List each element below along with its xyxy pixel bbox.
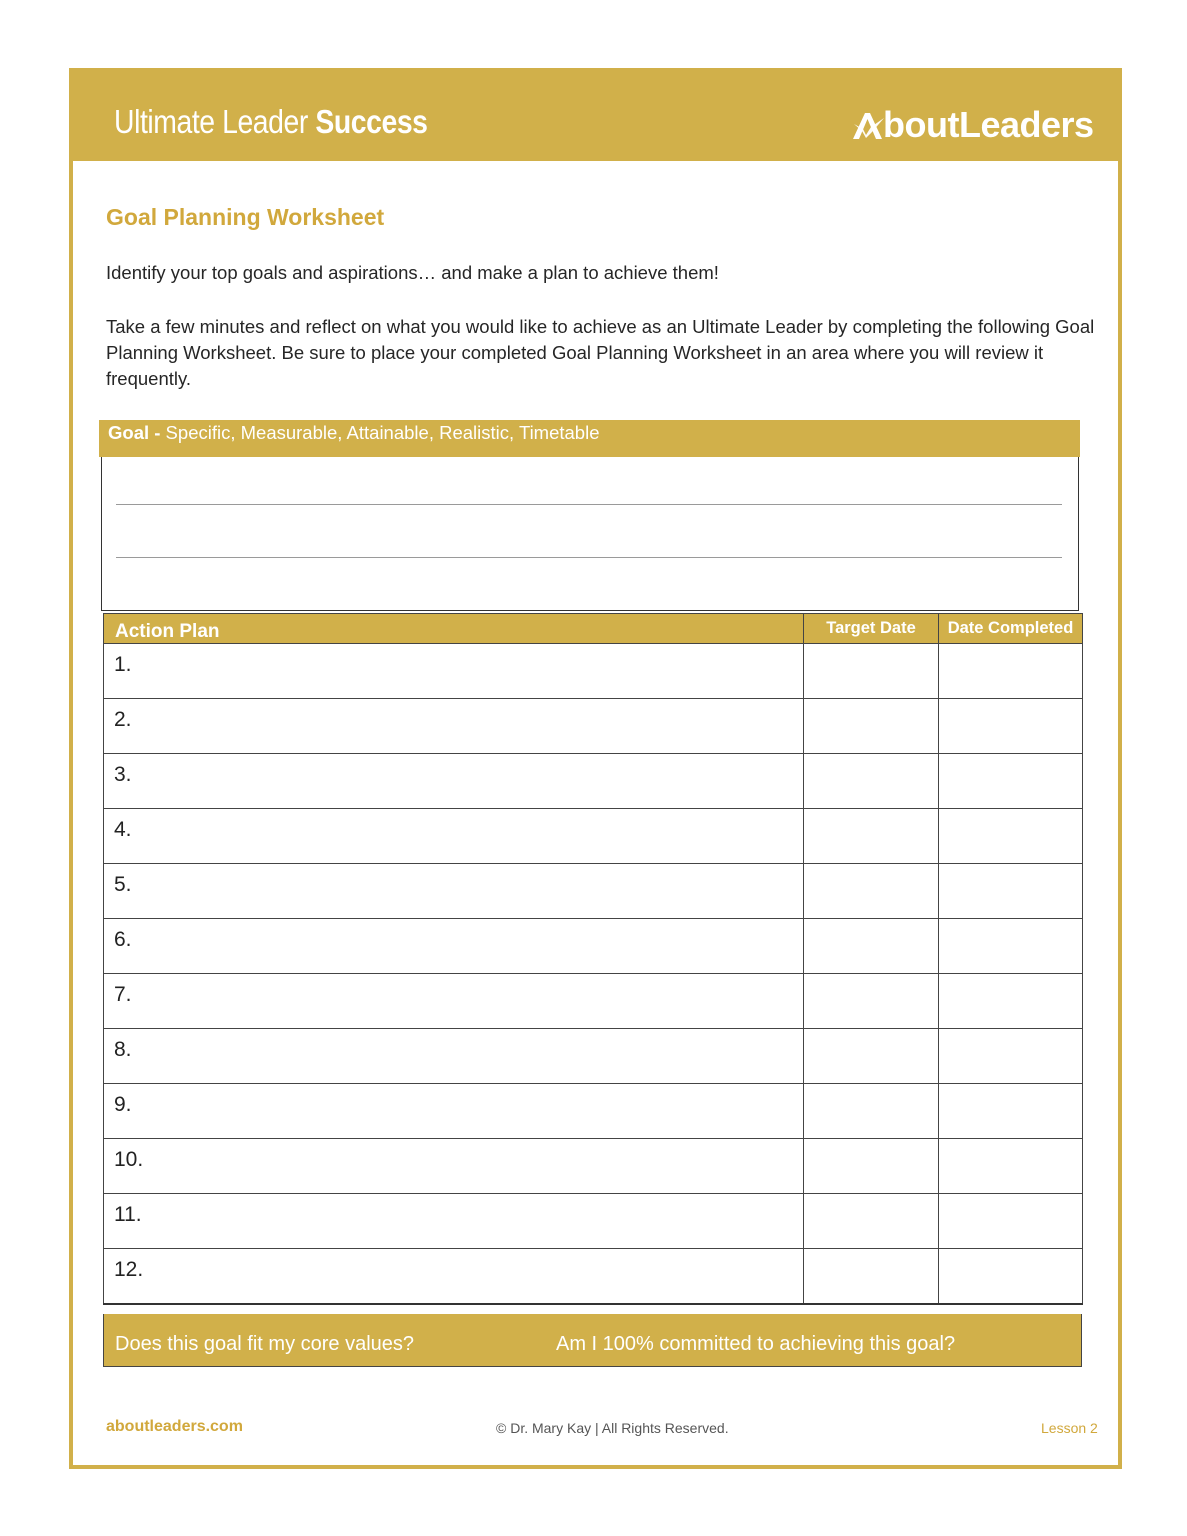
date-completed-cell[interactable] (939, 1139, 1083, 1194)
page-title: Goal Planning Worksheet (106, 204, 385, 230)
target-date-cell[interactable] (804, 1139, 939, 1194)
action-step-cell[interactable]: 8. (104, 1029, 804, 1084)
logo-mark-icon (851, 110, 885, 140)
goal-writing-line (116, 504, 1062, 505)
footer-lesson: Lesson 2 (1041, 1420, 1098, 1436)
date-completed-cell[interactable] (939, 1084, 1083, 1139)
date-completed-cell[interactable] (939, 699, 1083, 754)
footer-copyright: © Dr. Mary Kay | All Rights Reserved. (496, 1420, 729, 1436)
goal-criteria: Specific, Measurable, Attainable, Realistic, Timetable (160, 422, 600, 443)
table-row (104, 919, 1083, 974)
target-date-cell[interactable] (804, 1029, 939, 1084)
table-row (104, 644, 1083, 699)
date-completed-cell[interactable] (939, 644, 1083, 699)
goal-entry-box[interactable] (101, 457, 1079, 611)
brand-title-thin: Ultimate Leader (114, 103, 308, 140)
target-date-cell[interactable] (804, 644, 939, 699)
action-plan-table (103, 613, 1083, 1305)
column-header-date-completed: Date Completed (939, 614, 1083, 644)
target-date-cell[interactable] (804, 809, 939, 864)
table-row (104, 864, 1083, 919)
target-date-cell[interactable] (804, 1194, 939, 1249)
goal-writing-line (116, 557, 1062, 558)
action-step-cell[interactable]: 2. (104, 699, 804, 754)
target-date-cell[interactable] (804, 919, 939, 974)
table-row (104, 1084, 1083, 1139)
brand-title-bold: Success (315, 103, 428, 140)
table-row (104, 1139, 1083, 1194)
table-row (104, 1194, 1083, 1249)
footer-website: aboutleaders.com (106, 1418, 243, 1435)
date-completed-cell[interactable] (939, 919, 1083, 974)
table-header-row (104, 614, 1083, 644)
action-step-cell[interactable]: 5. (104, 864, 804, 919)
table-row (104, 1029, 1083, 1084)
date-completed-cell[interactable] (939, 1249, 1083, 1305)
brand-title (114, 103, 428, 141)
table-row (104, 809, 1083, 864)
action-step-cell[interactable]: 7. (104, 974, 804, 1029)
action-step-cell[interactable]: 6. (104, 919, 804, 974)
date-completed-cell[interactable] (939, 754, 1083, 809)
date-completed-cell[interactable] (939, 1029, 1083, 1084)
date-completed-cell[interactable] (939, 809, 1083, 864)
core-values-question: Does this goal fit my core values? (115, 1333, 415, 1355)
target-date-cell[interactable] (804, 699, 939, 754)
logo-text: boutLeaders (883, 104, 1094, 145)
column-header-action-plan: Action Plan (104, 614, 804, 644)
action-step-cell[interactable]: 9. (104, 1084, 804, 1139)
aboutleaders-logo (851, 103, 1094, 147)
date-completed-cell[interactable] (939, 1194, 1083, 1249)
table-row (104, 974, 1083, 1029)
table-row (104, 699, 1083, 754)
target-date-cell[interactable] (804, 1084, 939, 1139)
action-step-cell[interactable]: 3. (104, 754, 804, 809)
intro-text: Identify your top goals and aspirations… and make a plan to achieve them! (106, 262, 719, 283)
action-step-cell[interactable]: 1. (104, 644, 804, 699)
instructions-paragraph: Take a few minutes and reflect on what you would like to achieve as an Ultimate Leader by completing the following Goal Planning Worksheet. Be sure to place your completed Goal Planning Worksheet in an area where you will review it frequently. (106, 316, 1095, 389)
action-step-cell[interactable]: 11. (104, 1194, 804, 1249)
goal-label: Goal - (108, 422, 161, 443)
commitment-questions-band (103, 1314, 1082, 1367)
table-row (104, 754, 1083, 809)
target-date-cell[interactable] (804, 864, 939, 919)
action-step-cell[interactable]: 10. (104, 1139, 804, 1194)
date-completed-cell[interactable] (939, 974, 1083, 1029)
action-step-cell[interactable]: 4. (104, 809, 804, 864)
goal-header (99, 420, 1080, 457)
column-header-target-date: Target Date (804, 614, 939, 644)
table-row (104, 1249, 1083, 1305)
commitment-question: Am I 100% committed to achieving this goal? (556, 1333, 956, 1355)
action-step-cell[interactable]: 12. (104, 1249, 804, 1305)
date-completed-cell[interactable] (939, 864, 1083, 919)
target-date-cell[interactable] (804, 1249, 939, 1305)
target-date-cell[interactable] (804, 754, 939, 809)
target-date-cell[interactable] (804, 974, 939, 1029)
